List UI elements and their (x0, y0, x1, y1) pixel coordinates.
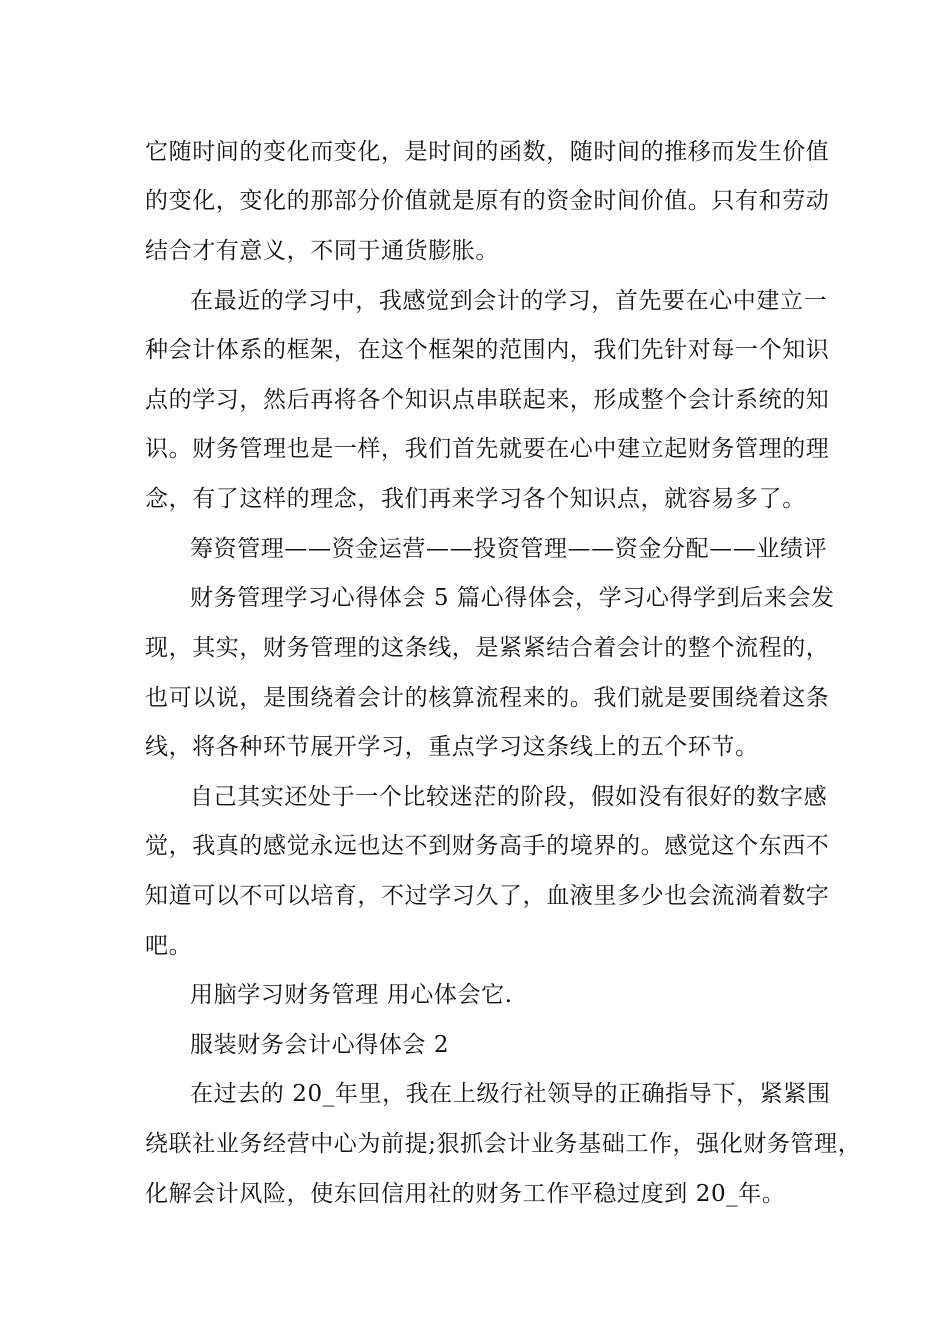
text-line: 现，其实，财务管理的这条线，是紧紧结合着会计的整个流程的， (145, 635, 830, 661)
text-line: 的变化，变化的那部分价值就是原有的资金时间价值。只有和劳动 (145, 188, 830, 214)
text-line: 觉，我真的感觉永远也达不到财务高手的境界的。感觉这个东西不 (145, 833, 830, 859)
text-line: 化解会计风险，使东回信用社的财务工作平稳过度到 20_年。 (145, 1181, 786, 1207)
text-line: 结合才有意义，不同于通货膨胀。 (145, 238, 499, 264)
text-line: 筹资管理——资金运营——投资管理——资金分配——业绩评 (190, 536, 828, 562)
text-line: 财务管理学习心得体会 5 篇心得体会，学习心得学到后来会发 (190, 585, 835, 611)
text-line: 吧。 (145, 933, 193, 959)
text-line: 知道可以不可以培育，不过学习久了，血液里多少也会流淌着数字 (145, 883, 830, 909)
text-line: 绕联社业务经营中心为前提;狠抓会计业务基础工作，强化财务管理， (145, 1131, 862, 1157)
text-line: 它随时间的变化而变化，是时间的函数，随时间的推移而发生价值 (145, 139, 830, 165)
text-line: 自己其实还处于一个比较迷茫的阶段，假如没有很好的数字感 (190, 784, 828, 810)
text-line: 在过去的 20_年里，我在上级行社领导的正确指导下，紧紧围 (190, 1081, 831, 1107)
text-line: 种会计体系的框架，在这个框架的范围内，我们先针对每一个知识 (145, 337, 830, 363)
text-line: 识。财务管理也是一样，我们首先就要在心中建立起财务管理的理 (145, 436, 830, 462)
text-line: 点的学习，然后再将各个知识点串联起来，形成整个会计系统的知 (145, 387, 830, 413)
text-line: 念，有了这样的理念，我们再来学习各个知识点，就容易多了。 (145, 486, 806, 512)
text-line: 也可以说，是围绕着会计的核算流程来的。我们就是要围绕着这条 (145, 685, 830, 711)
text-line: 在最近的学习中，我感觉到会计的学习，首先要在心中建立一 (190, 288, 828, 314)
text-line: 线，将各种环节展开学习，重点学习这条线上的五个环节。 (145, 734, 759, 760)
text-line: 用脑学习财务管理 用心体会它. (190, 982, 513, 1008)
section-heading: 服装财务会计心得体会 2 (190, 1032, 450, 1058)
